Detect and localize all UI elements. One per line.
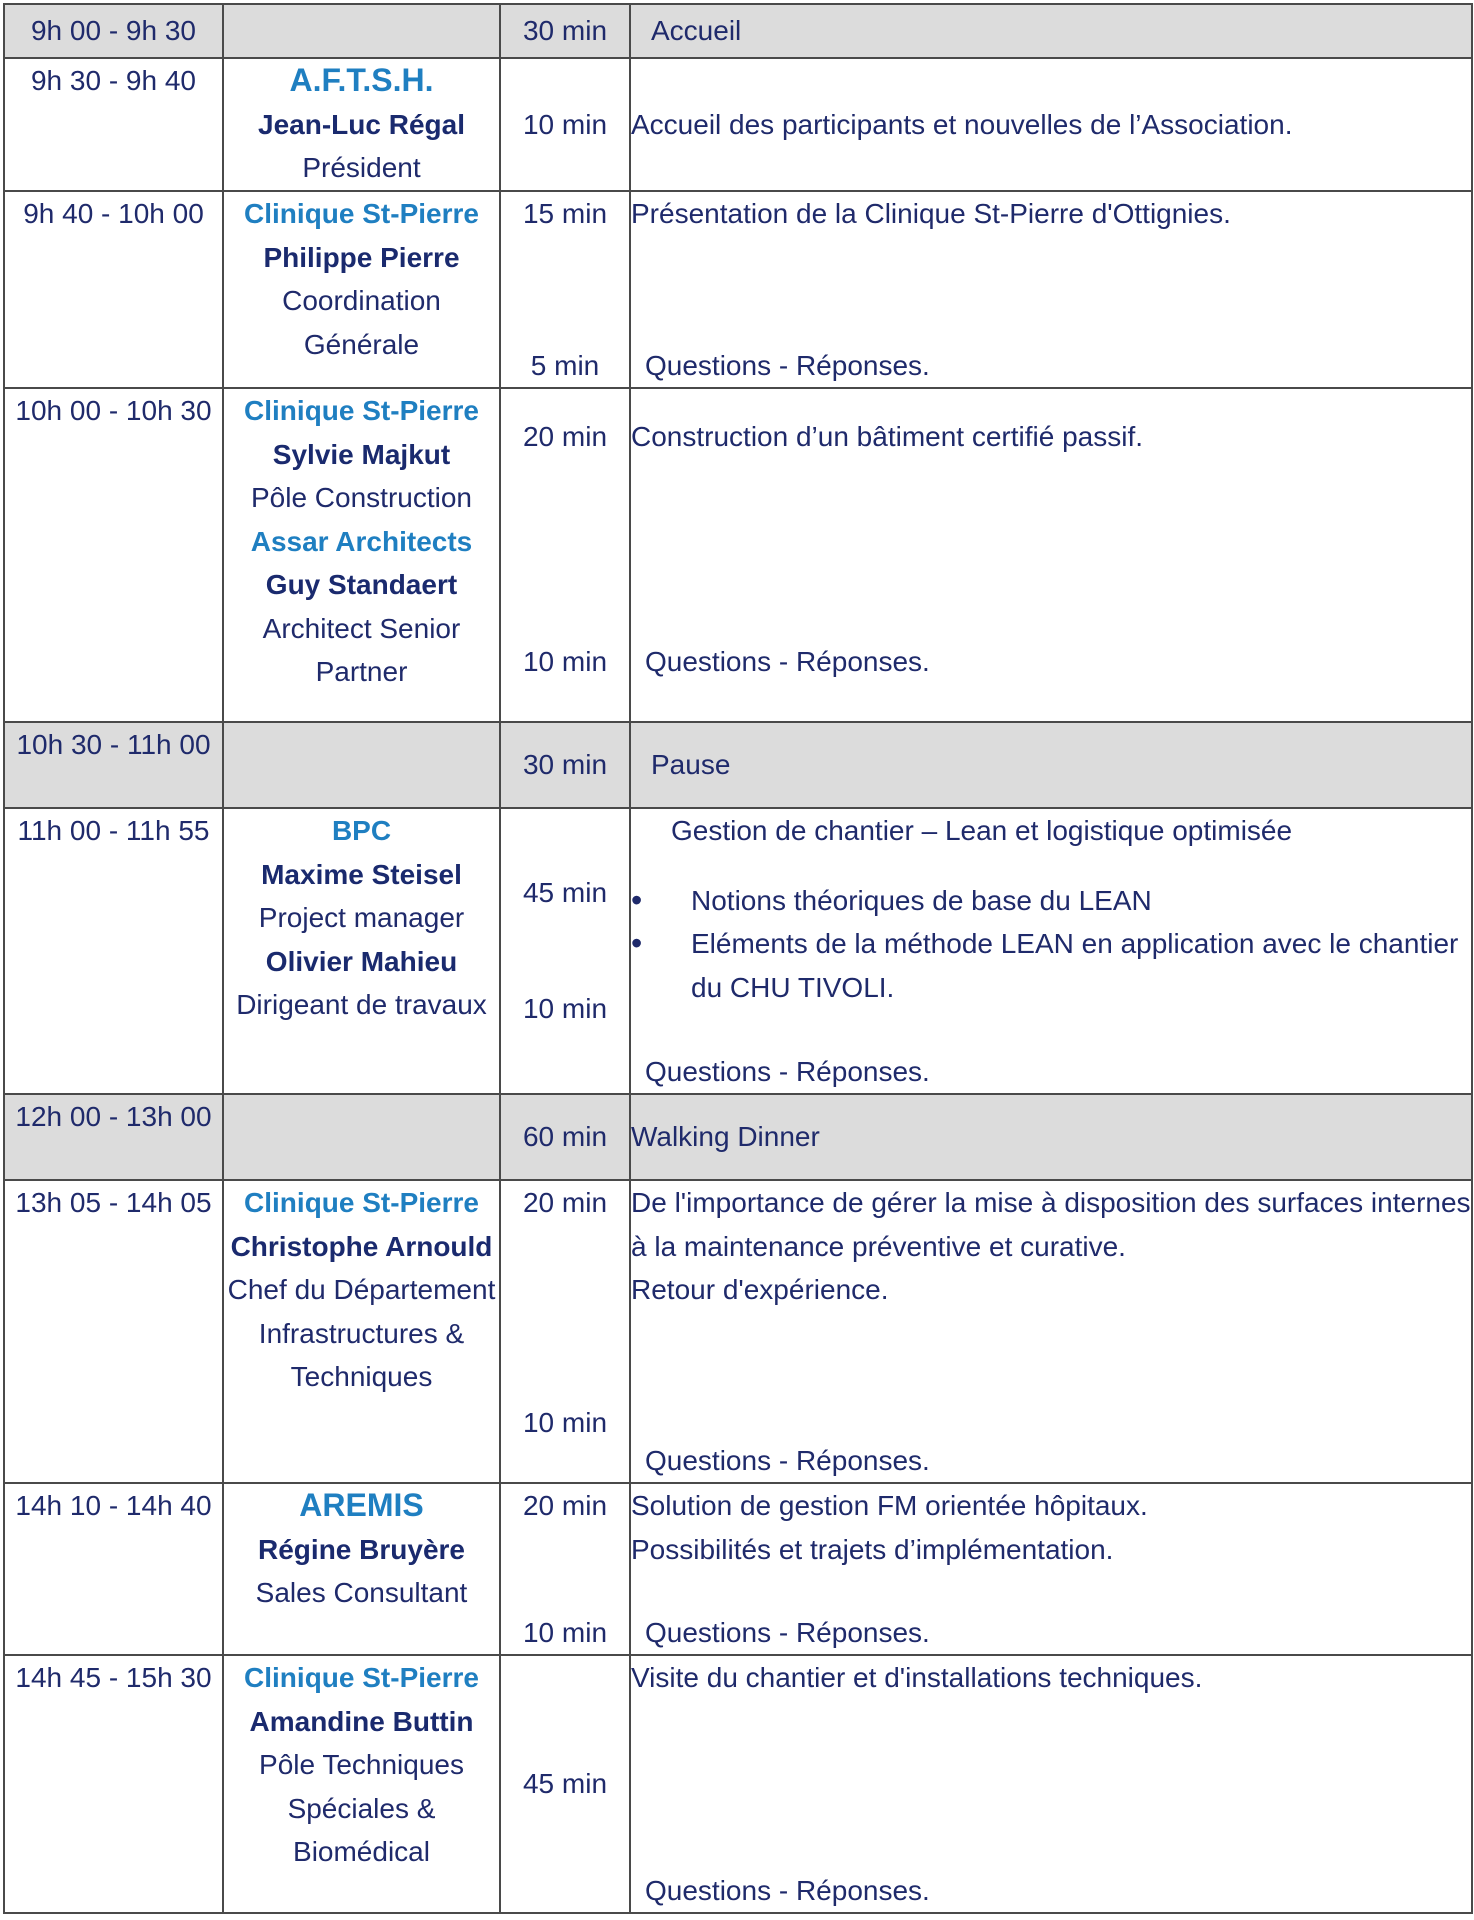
speaker-name: Christophe Arnould bbox=[230, 1230, 493, 1262]
duration-questions: 10 min bbox=[522, 1406, 608, 1438]
speaker-organization: Clinique St-Pierre bbox=[244, 198, 479, 229]
agenda-row-maintenance bbox=[4, 1180, 1472, 1483]
description-cell bbox=[630, 1180, 1472, 1483]
description-cell: Pause bbox=[630, 722, 1472, 808]
time-cell: 10h 30 - 11h 00 bbox=[4, 722, 223, 808]
speaker-role: Sales Consultant bbox=[255, 1577, 468, 1608]
speaker-name: Jean-Luc Régal bbox=[258, 108, 465, 140]
speaker-cell bbox=[223, 388, 500, 722]
agenda-table bbox=[3, 3, 1473, 1914]
talk-title: Présentation de la Clinique St-Pierre d'Ottignies. bbox=[631, 198, 1231, 229]
duration-cell: 45 min bbox=[500, 1655, 630, 1913]
talk-bullets bbox=[631, 879, 1471, 1010]
speaker-organization: AREMIS bbox=[299, 1487, 424, 1523]
speaker-organization-2: Assar Architects bbox=[250, 525, 473, 557]
agenda-row-lean bbox=[4, 808, 1472, 1094]
duration-cell: 30 min bbox=[500, 722, 630, 808]
speaker-cell bbox=[223, 58, 500, 191]
speaker-name: Régine Bruyère bbox=[258, 1533, 465, 1565]
speaker-name: Philippe Pierre bbox=[263, 241, 460, 273]
speaker-organization: BPC bbox=[331, 815, 392, 846]
agenda-row-visite bbox=[4, 1655, 1472, 1913]
agenda-row-accueil bbox=[4, 4, 1472, 58]
speaker-role: Pôle Construction bbox=[250, 482, 472, 513]
speaker-role: Project manager bbox=[258, 902, 465, 933]
questions-label: Questions - Réponses. bbox=[645, 1616, 930, 1648]
speaker-name: Maxime Steisel bbox=[261, 858, 462, 890]
description-cell bbox=[630, 1483, 1472, 1655]
questions-label: Questions - Réponses. bbox=[645, 645, 930, 677]
time-cell: 12h 00 - 13h 00 bbox=[4, 1094, 223, 1180]
speaker-cell bbox=[223, 1094, 500, 1180]
duration-cell: 30 min bbox=[500, 4, 630, 58]
duration-talk: 15 min bbox=[522, 198, 608, 229]
talk-title: De l'importance de gérer la mise à disposition des surfaces internes à la maintenance préventive et curative. bbox=[631, 1187, 1471, 1262]
duration-questions: 10 min bbox=[522, 645, 608, 677]
questions-label: Questions - Réponses. bbox=[645, 1444, 930, 1476]
description-cell bbox=[630, 808, 1472, 1094]
speaker-name-2: Guy Standaert bbox=[265, 569, 458, 600]
time-cell: 9h 40 - 10h 00 bbox=[4, 191, 223, 388]
duration-cell bbox=[500, 1483, 630, 1655]
speaker-role: Coordination Générale bbox=[282, 285, 441, 360]
questions-label: Questions - Réponses. bbox=[645, 349, 930, 381]
duration-talk: 20 min bbox=[522, 421, 608, 452]
speaker-role-2: Dirigeant de travaux bbox=[236, 989, 487, 1020]
duration-cell bbox=[500, 191, 630, 388]
agenda-row-aftsh bbox=[4, 58, 1472, 191]
duration-questions: 5 min bbox=[530, 349, 600, 381]
agenda-row-pause bbox=[4, 722, 1472, 808]
speaker-cell bbox=[223, 191, 500, 388]
talk-subtitle: Possibilités et trajets d’implémentation. bbox=[631, 1533, 1114, 1565]
time-cell: 10h 00 - 10h 30 bbox=[4, 388, 223, 722]
speaker-name-2: Olivier Mahieu bbox=[265, 945, 458, 977]
talk-title: Solution de gestion FM orientée hôpitaux. bbox=[631, 1490, 1148, 1521]
talk-title: Visite du chantier et d'installations techniques. bbox=[631, 1662, 1203, 1693]
description-cell: Walking Dinner bbox=[630, 1094, 1472, 1180]
talk-subtitle: Retour d'expérience. bbox=[631, 1274, 889, 1305]
speaker-organization: A.F.T.S.H. bbox=[289, 62, 434, 98]
time-cell: 14h 10 - 14h 40 bbox=[4, 1483, 223, 1655]
duration-cell bbox=[500, 808, 630, 1094]
speaker-cell bbox=[223, 1180, 500, 1483]
description-cell bbox=[630, 388, 1472, 722]
agenda-row-dinner bbox=[4, 1094, 1472, 1180]
time-cell: 11h 00 - 11h 55 bbox=[4, 808, 223, 1094]
speaker-cell bbox=[223, 1483, 500, 1655]
speaker-role: Pôle Techniques Spéciales & Biomédical bbox=[259, 1749, 464, 1867]
speaker-organization: Clinique St-Pierre bbox=[244, 395, 479, 426]
speaker-cell bbox=[223, 808, 500, 1094]
speaker-name: Amandine Buttin bbox=[249, 1705, 474, 1737]
duration-questions: 10 min bbox=[522, 992, 608, 1024]
duration-cell bbox=[500, 388, 630, 722]
duration-talk: 20 min bbox=[522, 1187, 608, 1218]
agenda-row-aremis bbox=[4, 1483, 1472, 1655]
bullet-item: • Eléments de la méthode LEAN en application avec le chantier du CHU TIVOLI. bbox=[631, 922, 1471, 1009]
duration-cell: 10 min bbox=[500, 58, 630, 191]
speaker-cell bbox=[223, 722, 500, 808]
speaker-cell bbox=[223, 4, 500, 58]
time-cell: 14h 45 - 15h 30 bbox=[4, 1655, 223, 1913]
speaker-name: Sylvie Majkut bbox=[272, 438, 451, 470]
description-cell: Accueil bbox=[630, 4, 1472, 58]
duration-talk: 20 min bbox=[522, 1490, 608, 1521]
duration-cell: 60 min bbox=[500, 1094, 630, 1180]
speaker-role: Président bbox=[302, 152, 421, 183]
speaker-role: Chef du Département Infrastructures & Techniques bbox=[227, 1274, 496, 1392]
description-cell: Accueil des participants et nouvelles de l’Association. bbox=[630, 58, 1472, 191]
duration-talk: 45 min bbox=[522, 877, 608, 908]
questions-label: Questions - Réponses. bbox=[645, 1874, 930, 1906]
questions-label: Questions - Réponses. bbox=[645, 1055, 930, 1087]
duration-questions: 10 min bbox=[522, 1616, 608, 1648]
talk-title: Construction d’un bâtiment certifié passif. bbox=[631, 421, 1144, 452]
talk-title: Gestion de chantier – Lean et logistique optimisée bbox=[671, 815, 1293, 846]
speaker-organization: Clinique St-Pierre bbox=[244, 1187, 479, 1218]
duration-cell bbox=[500, 1180, 630, 1483]
description-cell bbox=[630, 1655, 1472, 1913]
time-cell: 9h 30 - 9h 40 bbox=[4, 58, 223, 191]
time-cell: 13h 05 - 14h 05 bbox=[4, 1180, 223, 1483]
agenda-row-clinique-presentation bbox=[4, 191, 1472, 388]
speaker-role-2: Architect Senior Partner bbox=[262, 612, 461, 687]
description-cell bbox=[630, 191, 1472, 388]
bullet-item: • Notions théoriques de base du LEAN bbox=[631, 879, 1471, 923]
time-cell: 9h 00 - 9h 30 bbox=[4, 4, 223, 58]
speaker-cell bbox=[223, 1655, 500, 1913]
agenda-row-construction bbox=[4, 388, 1472, 722]
speaker-organization: Clinique St-Pierre bbox=[244, 1662, 479, 1693]
